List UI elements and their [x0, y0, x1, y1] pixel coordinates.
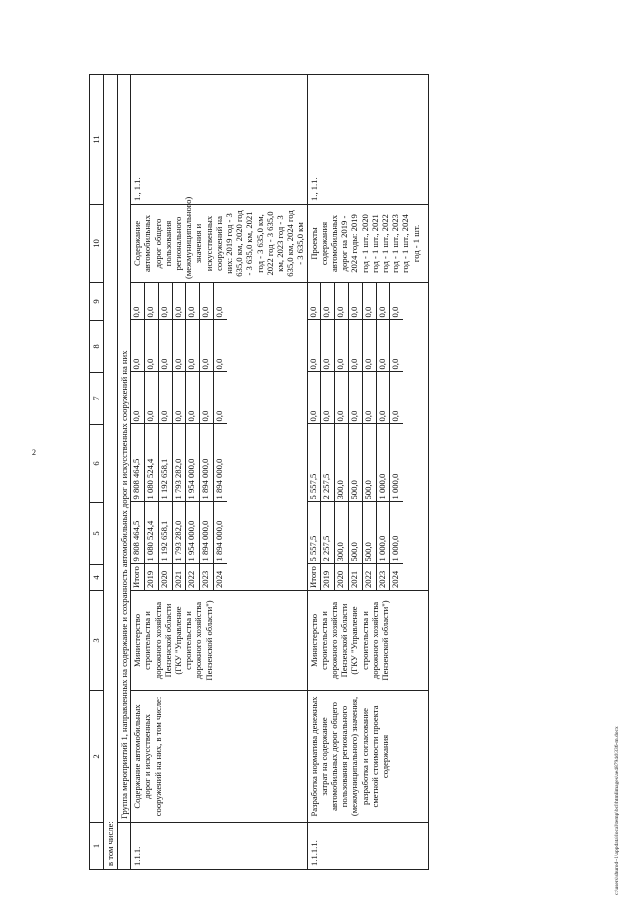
finance-row: [321, 282, 335, 590]
value-cell: 0,0: [349, 282, 363, 320]
regional-cell: 1 954 000,0: [186, 424, 200, 502]
table-row: [307, 75, 428, 870]
value-cell: 0,0: [158, 372, 172, 424]
executor: Министерство строительства и дорожного хозяйства Пензенской области (ГКУ "Управление строительства и дорожного хозяйства Пензенской области"): [131, 591, 307, 691]
finance-row: [213, 282, 226, 590]
value-cell: 0,0: [390, 282, 403, 320]
finance-row: [186, 282, 200, 590]
program-table-wrapper: [89, 75, 609, 870]
executor: Министерство строительства и дорожного хозяйства Пензенской области (ГКУ "Управление строительства и дорожного хозяйства Пензенской области"): [307, 591, 428, 691]
value-cell: 0,0: [186, 372, 200, 424]
finance-row: [349, 282, 363, 590]
regional-cell: 1 192 658,1: [158, 424, 172, 502]
year-cell: 2023: [200, 564, 214, 590]
value-cell: 0,0: [200, 320, 214, 372]
column-number: 3: [90, 591, 104, 691]
page-number: 2: [32, 448, 36, 457]
total-cell: 1 793 282,0: [172, 502, 186, 564]
regional-cell: 5 557,5: [308, 424, 321, 502]
year-cell: 2019: [145, 564, 159, 590]
finance-row: [390, 282, 403, 590]
value-cell: 0,0: [335, 320, 349, 372]
value-cell: 0,0: [362, 372, 376, 424]
year-cell: 2021: [172, 564, 186, 590]
value-cell: 0,0: [308, 372, 321, 424]
value-cell: 0,0: [308, 282, 321, 320]
row-number: 1.1.1.1.: [307, 823, 428, 870]
value-cell: 0,0: [145, 320, 159, 372]
value-cell: 0,0: [349, 320, 363, 372]
year-cell: Итого: [131, 564, 144, 590]
value-cell: 0,0: [131, 320, 144, 372]
column-number-row: [90, 75, 104, 870]
finance-cell: [131, 283, 307, 591]
total-cell: 2 257,5: [321, 502, 335, 564]
year-cell: Итого: [308, 564, 321, 590]
column-number: 1: [90, 823, 104, 870]
value-cell: 0,0: [213, 320, 226, 372]
value-cell: 0,0: [131, 372, 144, 424]
column-number: 4: [90, 565, 104, 591]
value-cell: 0,0: [376, 372, 390, 424]
section-label-row: [104, 75, 118, 870]
value-cell: 0,0: [186, 282, 200, 320]
total-cell: 1 000,0: [390, 502, 403, 564]
value-cell: 0,0: [308, 320, 321, 372]
finance-row: [376, 282, 390, 590]
year-cell: 2020: [158, 564, 172, 590]
total-cell: 500,0: [349, 502, 363, 564]
total-cell: 1 080 524,4: [145, 502, 159, 564]
footer-file-path: c:\users\shurod~1\appdata\local\temp\bcl\htmlimages\ae48794d\336-m.docx: [614, 726, 620, 895]
column-number: 8: [90, 321, 104, 373]
total-cell: 500,0: [362, 502, 376, 564]
total-cell: 300,0: [335, 502, 349, 564]
regional-cell: 1 894 000,0: [213, 424, 226, 502]
year-cell: 2024: [213, 570, 224, 588]
finance-row: [362, 282, 376, 590]
value-cell: 0,0: [131, 282, 144, 320]
value-cell: 0,0: [390, 372, 403, 424]
finance-row: [145, 282, 159, 590]
indicator: Содержание автомобильных дорог общего пользования регионального (межмуниципального) значения и искусственных сооружений на них: 2019 год - 3 635,0 км, 2020 год - 3 635,0 км, 2021 год - 3 635,0 км, 2022 год - 3 635,0 км, 2023 год - 3 635,0 км, 2024 год - 3 635,0 км: [131, 205, 307, 283]
value-cell: 0,0: [335, 372, 349, 424]
year-cell: 2023: [376, 564, 390, 590]
table-row: [131, 75, 307, 870]
value-cell: 0,0: [172, 372, 186, 424]
measure-name: Разработка норматива денежных затрат на содержание автомобильных дорог общего пользования регионального (межмуниципального) значения, разработка и согласование сметной стоимости проекта содержания: [307, 691, 428, 823]
value-cell: 0,0: [335, 282, 349, 320]
finance-row: [200, 282, 214, 590]
total-cell: 1 000,0: [376, 502, 390, 564]
regional-cell: 1 793 282,0: [172, 424, 186, 502]
value-cell: 0,0: [321, 320, 335, 372]
indicator: Проекты содержания автомобильных дорог на 2019 - 2024 годы: 2019 год - 1 шт., 2020 год - 1 шт., 2021 год - 1 шт., 2022 год - 1 шт., 2023 год - 1 шт., 2024 год - 1 шт.: [307, 205, 428, 283]
value-cell: 0,0: [376, 320, 390, 372]
year-cell: 2020: [335, 564, 349, 590]
regional-cell: 500,0: [362, 424, 376, 502]
finance-table: [131, 282, 227, 590]
value-cell: 0,0: [321, 372, 335, 424]
year-cell: 2019: [321, 564, 335, 590]
value-cell: 0,0: [213, 372, 226, 424]
value-cell: 0,0: [158, 320, 172, 372]
year-cell: 2024: [390, 570, 401, 588]
program-table: [89, 74, 429, 870]
section-label: в том числе:: [104, 75, 118, 870]
total-cell: 1 192 658,1: [158, 502, 172, 564]
measure-name: Содержание автомобильных дорог и искусственных сооружений на них, в том числе:: [131, 691, 307, 823]
total-cell: 1 894 000,0: [200, 502, 214, 564]
column-number: 2: [90, 691, 104, 823]
regional-cell: 300,0: [335, 424, 349, 502]
finance-row: [172, 282, 186, 590]
finance-row: [335, 282, 349, 590]
total-cell: 1 894 000,0: [213, 502, 226, 564]
year-cell: 2022: [362, 564, 376, 590]
value-cell: 0,0: [390, 320, 403, 372]
finance-row: [308, 282, 321, 590]
finance-table: [308, 282, 404, 590]
regional-cell: 500,0: [349, 424, 363, 502]
total-cell: 5 557,5: [308, 502, 321, 564]
value-cell: 0,0: [158, 282, 172, 320]
total-cell: 9 808 464,5: [131, 502, 144, 564]
finance-cell: [307, 283, 428, 591]
column-number: 6: [90, 425, 104, 503]
group-spacer: [118, 823, 131, 870]
regional-cell: 1 080 524,4: [145, 424, 159, 502]
value-cell: 0,0: [172, 282, 186, 320]
finance-row: [158, 282, 172, 590]
value-cell: 0,0: [200, 282, 214, 320]
regional-cell: 1 000,0: [376, 424, 390, 502]
value-cell: 0,0: [145, 282, 159, 320]
value-cell: 0,0: [349, 372, 363, 424]
value-cell: 0,0: [376, 282, 390, 320]
value-cell: 0,0: [362, 282, 376, 320]
value-cell: 0,0: [213, 282, 226, 320]
regional-cell: 9 808 464,5: [131, 424, 144, 502]
value-cell: 0,0: [362, 320, 376, 372]
value-cell: 0,0: [186, 320, 200, 372]
group-title: Группа мероприятий 1, направленных на содержание и сохранность автомобильных дорог и искусственных сооружений на них: [118, 75, 131, 823]
value-cell: 0,0: [200, 372, 214, 424]
regional-cell: 2 257,5: [321, 424, 335, 502]
column-number: 10: [90, 205, 104, 283]
column-number: 7: [90, 373, 104, 425]
column-number: 11: [90, 75, 104, 205]
group-title-row: [118, 75, 131, 870]
value-cell: 0,0: [321, 282, 335, 320]
regional-cell: 1 000,0: [390, 424, 403, 502]
link-reference: 1., 1.1.: [131, 75, 307, 205]
year-cell: 2022: [186, 564, 200, 590]
row-number: 1.1.1.: [131, 823, 307, 870]
regional-cell: 1 894 000,0: [200, 424, 214, 502]
total-cell: 1 954 000,0: [186, 502, 200, 564]
value-cell: 0,0: [172, 320, 186, 372]
value-cell: 0,0: [145, 372, 159, 424]
column-number: 9: [90, 283, 104, 321]
finance-row: [131, 282, 144, 590]
link-reference: 1., 1.1.: [307, 75, 428, 205]
column-number: 5: [90, 503, 104, 565]
year-cell: 2021: [349, 564, 363, 590]
